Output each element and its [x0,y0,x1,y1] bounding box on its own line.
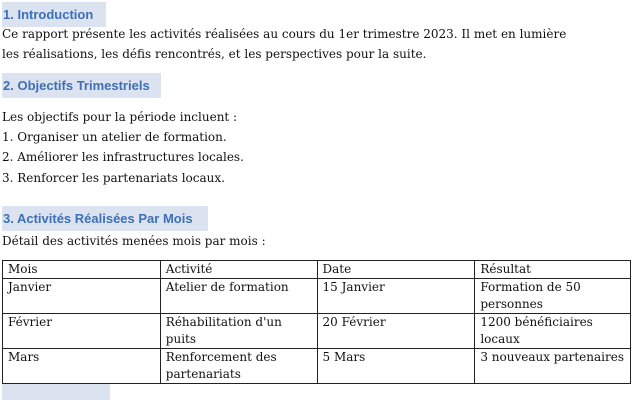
table-header-row [3,261,631,279]
table-cell[interactable]: 20 Février [317,314,475,349]
table-cell[interactable]: Janvier [3,279,161,314]
table-cell[interactable]: 15 Janvier [317,279,475,314]
objective-item: 1. Organiser un atelier de formation. [2,130,227,144]
table-row [3,314,631,349]
section-heading-activities: 3. Activités Réalisées Par Mois [2,206,208,231]
table-cell[interactable]: Formation de 50 personnes [475,279,631,314]
section-heading-introduction: 1. Introduction [2,2,106,27]
table-cell[interactable]: 1200 bénéficiaires locaux [475,314,631,349]
table-cell[interactable]: Réhabilitation d'un puits [160,314,317,349]
column-header-month: Mois [3,261,161,279]
table-cell[interactable]: Atelier de formation [160,279,317,314]
table-row [3,349,631,384]
table-cell[interactable]: 5 Mars [317,349,475,384]
table-cell[interactable]: 3 nouveaux partenaires [475,349,631,384]
table-row [3,279,631,314]
table-cell[interactable]: Février [3,314,161,349]
objectives-lead: Les objectifs pour la période incluent : [2,110,238,124]
intro-paragraph-line: les réalisations, les défis rencontrés, et les perspectives pour la suite. [2,47,427,61]
section-heading-next [2,384,110,400]
objective-item: 3. Renforcer les partenariats locaux. [2,171,225,185]
activities-table [2,260,631,384]
section-heading-objectives: 2. Objectifs Trimestriels [2,73,161,98]
column-header-date: Date [317,261,475,279]
table-cell[interactable]: Mars [3,349,161,384]
column-header-result: Résultat [475,261,631,279]
table-cell[interactable]: Renforcement des partenariats [160,349,317,384]
objective-item: 2. Améliorer les infrastructures locales. [2,150,244,164]
intro-paragraph-line: Ce rapport présente les activités réalisées au cours du 1er trimestre 2023. Il met en lumière [2,27,567,41]
activities-lead: Détail des activités menées mois par mois : [2,234,266,248]
column-header-activity: Activité [160,261,317,279]
